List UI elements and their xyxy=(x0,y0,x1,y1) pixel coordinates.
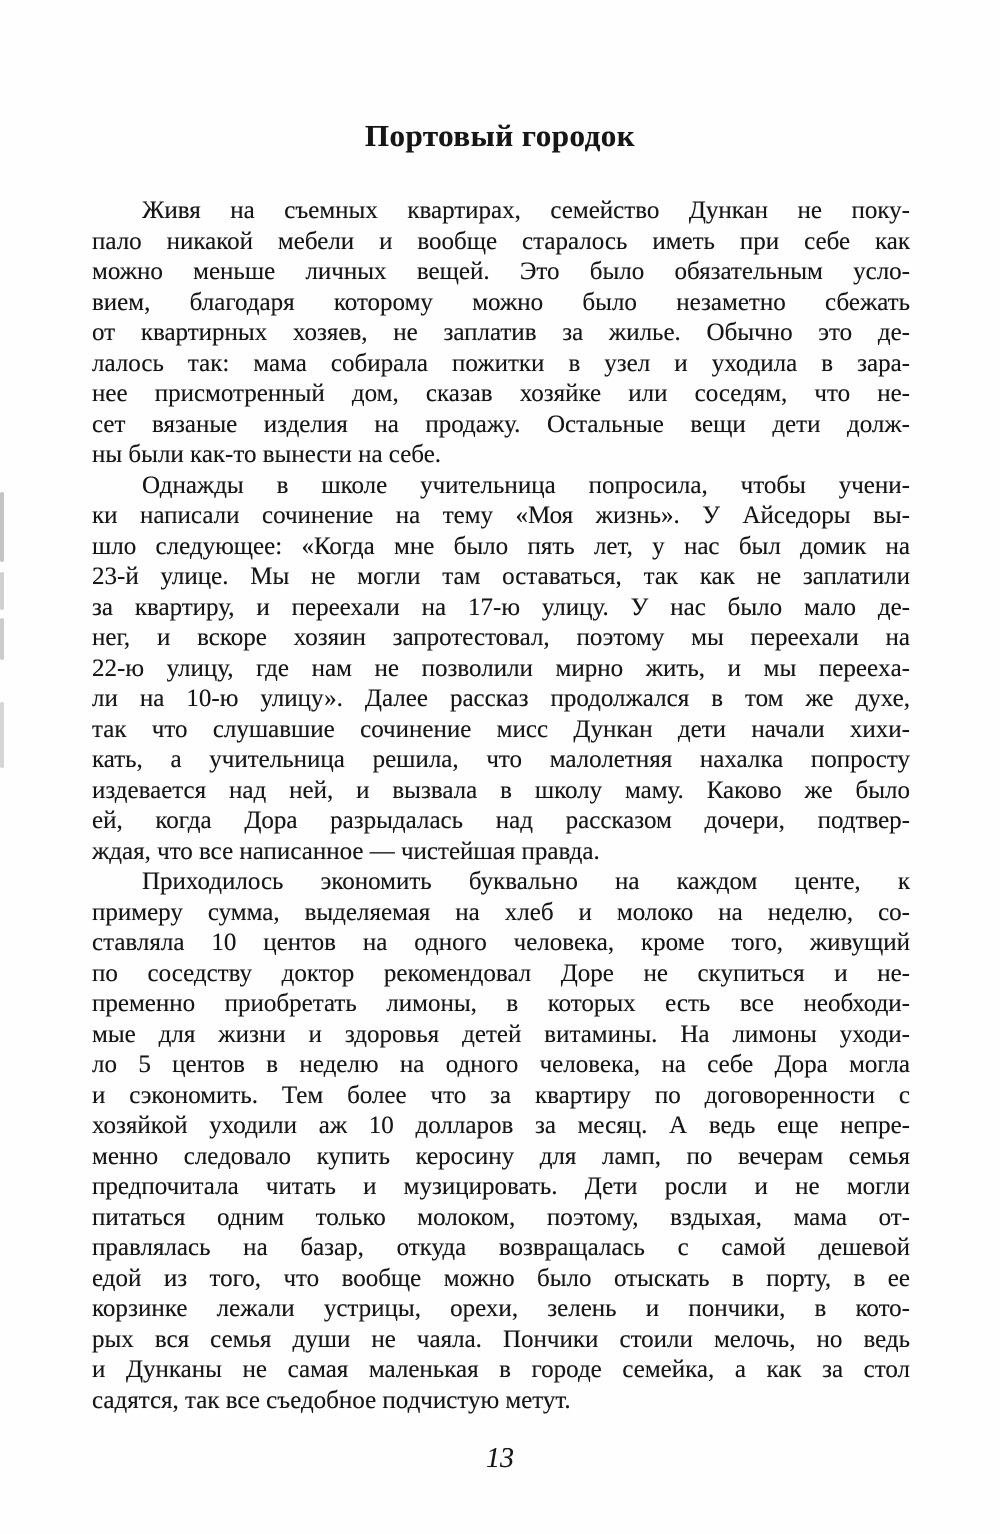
text-line: пременно приобретать лимоны, в которых есть все необходи- xyxy=(92,990,910,1017)
paragraph xyxy=(92,471,910,868)
text-line: предпочитала читать и музицировать. Дети росли и не могли xyxy=(92,1173,910,1200)
text-line: по соседству доктор рекомендовал Доре не скупиться и не- xyxy=(92,959,910,987)
text-line: 23-й улице. Мы не могли там оставаться, так как не заплатили xyxy=(92,563,910,590)
text-line: ставляла 10 центов на одного человека, кроме того, живущий xyxy=(92,929,910,956)
text-line: кать, а учительница решила, что малолетняя нахалка попросту xyxy=(92,746,910,773)
scan-smudge xyxy=(0,492,4,562)
text-line: 22-ю улицу, где нам не позволили мирно жить, и мы переexа- xyxy=(92,654,910,682)
text-line: Приходилось экономить буквально на каждом центе, к xyxy=(142,868,910,895)
scan-smudge xyxy=(0,702,4,768)
text-body xyxy=(92,196,910,1416)
text-line: питаться одним только молоком, поэтому, вздыхая, мама от- xyxy=(92,1203,910,1231)
text-line: примеру сумма, выделяемая на хлеб и молоко на неделю, со- xyxy=(92,898,910,926)
text-line: хозяйкой уходили аж 10 долларов за месяц. А ведь еще непре- xyxy=(92,1112,910,1139)
paragraph xyxy=(92,196,910,471)
text-line: ждая, что все написанное — чистейшая правда. xyxy=(92,837,600,865)
text-line: садятся, так все съедобное подчистую метут. xyxy=(92,1386,571,1414)
text-line: корзинке лежали устрицы, орехи, зелень и пончики, в кото- xyxy=(92,1295,910,1322)
text-line: рых вся семья души не чаяла. Пончики стоили мелочь, но ведь xyxy=(92,1325,910,1353)
chapter-title: Портовый городок xyxy=(364,118,636,153)
text-line: Живя на съемных квартирах, семейство Дункан не поку- xyxy=(142,197,910,224)
text-line: сет вязаные изделия на продажу. Остальные вещи дети долж- xyxy=(92,410,910,438)
text-line: ло 5 центов в неделю на одного человека, на себе Дора могла xyxy=(92,1051,910,1078)
text-line: и сэкономить. Тем более что за квартиру по договоренности с xyxy=(92,1081,910,1109)
text-line: Однажды в школе учительница попросила, чтобы учени- xyxy=(142,471,910,499)
text-line: ны были как-то вынести на себе. xyxy=(92,441,442,468)
text-line: издевается над ней, и вызвала в школу маму. Каково же было xyxy=(92,776,910,804)
text-line: мые для жизни и здоровья детей витамины. На лимоны уходи- xyxy=(92,1020,910,1048)
text-line: так что слушавшие сочинение мисс Дункан дети начали хихи- xyxy=(92,715,910,743)
text-line: вием, благодаря которому можно было незаметно сбежать xyxy=(92,288,910,316)
scan-smudge xyxy=(0,618,4,660)
text-line: едой из того, что вообще можно было отыскать в порту, в ее xyxy=(92,1264,910,1292)
text-line: правлялась на базар, откуда возвращалась с самой дешевой xyxy=(92,1234,910,1261)
text-line: ли на 10-ю улицу». Далее рассказ продолжался в том же духе, xyxy=(92,685,910,712)
text-line: можно меньше личных вещей. Это было обязательным усло- xyxy=(92,258,910,285)
text-line: нег, и вскоре хозяин запротестовал, поэтому мы переехали на xyxy=(92,624,910,651)
text-line: пало никакой мебели и вообще старалось иметь при себе как xyxy=(92,227,910,255)
text-line: за квартиру, и переехали на 17-ю улицу. У нас было мало де- xyxy=(92,593,910,621)
text-line: шло следующее: «Когда мне было пять лет, у нас был домик на xyxy=(92,532,910,560)
page-number: 13 xyxy=(486,1443,514,1474)
text-line: нее присмотренный дом, сказав хозяйке или соседям, что не- xyxy=(92,380,910,407)
text-line: ей, когда Дора разрыдалась над рассказом дочери, подтвер- xyxy=(92,807,910,834)
text-line: от квартирных хозяев, не заплатив за жилье. Обычно это де- xyxy=(92,319,910,346)
text-line: ки написали сочинение на тему «Моя жизнь». У Айседоры вы- xyxy=(92,502,910,529)
scan-smudge xyxy=(0,572,4,610)
paragraph xyxy=(92,867,910,1416)
text-line: и Дунканы не самая маленькая в городе семейка, а как за стол xyxy=(92,1356,910,1383)
text-line: менно следовало купить керосину для ламп, по вечерам семья xyxy=(92,1142,910,1170)
text-line: лалось так: мама собирала пожитки в узел и уходила в зара- xyxy=(92,349,910,377)
